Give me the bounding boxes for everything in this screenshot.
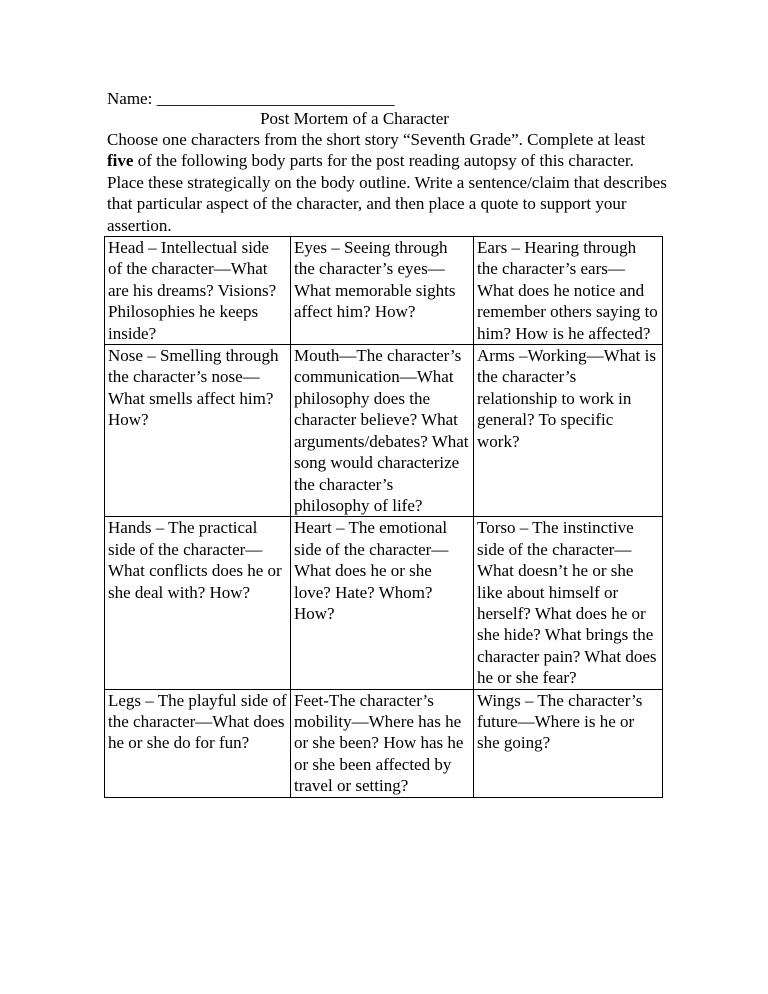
instructions-bold-word: five bbox=[107, 151, 134, 171]
table-row bbox=[105, 345, 663, 517]
table-row bbox=[105, 517, 663, 689]
worksheet-page bbox=[107, 89, 667, 798]
instructions-paragraph bbox=[107, 129, 667, 236]
page-title: Post Mortem of a Character bbox=[260, 109, 449, 128]
instructions-text-part2: of the following body parts for the post reading autopsy of this character. Place these strategically on the body outline. Write a sentence/claim that describes that particular aspect of the character, and then place a quote to support your assertion. bbox=[107, 151, 667, 235]
cell-arms: Arms –Working—What is the character’s relationship to work in general? To specific work? bbox=[474, 345, 663, 517]
cell-legs: Legs – The playful side of the character—What does he or she do for fun? bbox=[105, 689, 291, 797]
cell-torso: Torso – The instinctive side of the character—What doesn’t he or she like about himself or herself? What does he or she hide? What brings the character pain? What does he or she fear? bbox=[474, 517, 663, 689]
cell-ears: Ears – Hearing through the character’s ears—What does he notice and remember others saying to him? How is he affected? bbox=[474, 237, 663, 345]
table-row bbox=[105, 237, 663, 345]
cell-hands: Hands – The practical side of the character—What conflicts does he or she deal with? How? bbox=[105, 517, 291, 689]
cell-wings: Wings – The character’s future—Where is he or she going? bbox=[474, 689, 663, 797]
name-field-label: Name: ____________________________ bbox=[107, 89, 395, 108]
instructions-text-part1: Choose one characters from the short story “Seventh Grade”. Complete at least bbox=[107, 130, 646, 149]
cell-nose: Nose – Smelling through the character’s nose—What smells affect him? How? bbox=[105, 345, 291, 517]
cell-heart: Heart – The emotional side of the character—What does he or she love? Hate? Whom? How? bbox=[291, 517, 474, 689]
cell-feet: Feet-The character’s mobility—Where has he or she been? How has he or she been affected by travel or setting? bbox=[291, 689, 474, 797]
body-parts-table bbox=[104, 236, 663, 798]
cell-head: Head – Intellectual side of the character—What are his dreams? Visions? Philosophies he keeps inside? bbox=[105, 237, 291, 345]
cell-eyes: Eyes – Seeing through the character’s eyes—What memorable sights affect him? How? bbox=[291, 237, 474, 345]
cell-mouth: Mouth—The character’s communication—What philosophy does the character believe? What arguments/debates? What song would characterize the character’s philosophy of life? bbox=[291, 345, 474, 517]
table-row bbox=[105, 689, 663, 797]
